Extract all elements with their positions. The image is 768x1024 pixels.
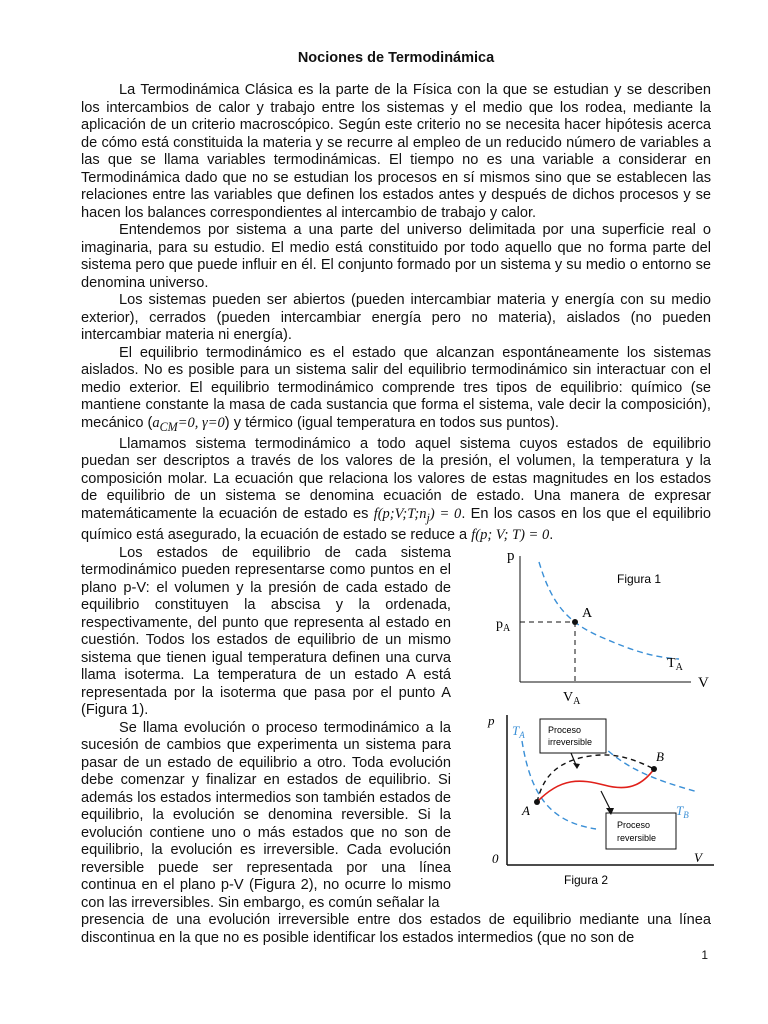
fig1-v-label: V bbox=[698, 674, 709, 691]
p5-math1-a: f(p;V;T;n bbox=[373, 505, 427, 522]
paragraph-3: Los sistemas pueden ser abiertos (pueden intercambiar materia y energía con su medio exterior), cerrados (pueden intercambiar energía pero no materia), aislados (no pueden intercambiar materia ni energía). bbox=[81, 292, 711, 343]
page-number: 1 bbox=[701, 948, 708, 962]
fig2-caption: Figura 2 bbox=[564, 872, 609, 887]
p4-math-rest: =0, γ=0 bbox=[177, 414, 225, 431]
paragraph-1: La Termodinámica Clásica es la parte de la Física con la que se estudian y se describen los intercambios de calor y trabajo entre los sistemas y el medio que los rodea, mediante la aplicación de un criterio macroscópico. Según este criterio no se necesita hacer hipótesis acerca de cómo está constituida la materia y se recurre al empleo de un reducido número de variables a las que se llama variables termodinámicas. El tiempo no es una variable a considerar en Termodinámica dado que no se estudian los procesos en sí mismos sino que se establecen las relaciones entre las variables que definen los estados antes y después de dichos procesos y se hacen los balances correspondientes al intercambio de trabajo y calor. bbox=[81, 82, 711, 221]
fig2-irrev-line1: Proceso bbox=[548, 724, 582, 735]
figure-1 bbox=[491, 542, 721, 707]
fig2-rev-line1: Proceso bbox=[617, 819, 651, 830]
fig2-point-A bbox=[534, 799, 540, 805]
p5-text-a: Llamamos sistema termodinámico a todo aquel sistema cuyos estados de equilibrio puedan ser descriptos a través de los valores de la presión, el volumen, la temperatura y la composición molar. La ecuación que relaciona los valores de estas magnitudes en los estados de equilibrio de un sistema se denomina ecuación de estado. Una manera de expresar matemáticamente la ecuación de estado es bbox=[81, 435, 711, 522]
fig1-caption: Figura 1 bbox=[617, 571, 662, 586]
p4-text-a: El equilibrio termodinámico es el estado que alcanzan espontáneamente los sistemas aislados. No es posible para un sistema salir del equilibrio termodinámico sin interactuar con el medio exterior. El equilibrio termodinámico comprende tres tipos de equilibrio: químico (se mantiene constante la masa de cada sustancia que forma el sistema, vale decir la composición), mecánico ( bbox=[81, 344, 711, 431]
fig2-p-label: p bbox=[488, 712, 495, 728]
figure-2 bbox=[476, 707, 721, 892]
paragraph-4 bbox=[81, 345, 711, 436]
fig2-point-A-label: A bbox=[522, 802, 530, 818]
fig2-reversible-path bbox=[537, 769, 654, 802]
fig1-point-A-label: A bbox=[582, 605, 593, 621]
fig2-point-B-label: B bbox=[656, 748, 664, 764]
p5-text-c: . bbox=[549, 527, 554, 544]
fig1-VA-label: $V_A$ bbox=[563, 689, 581, 707]
paragraph-5 bbox=[81, 436, 711, 545]
fig2-irrev-line2: irreversible bbox=[548, 736, 593, 747]
fig1-iso-label: $T_A$ bbox=[667, 655, 683, 673]
p4-text-b: ) y térmico (igual temperatura en todos sus puntos). bbox=[224, 414, 559, 431]
fig2-reversible-box bbox=[606, 813, 676, 849]
fig1-p-label: p bbox=[507, 547, 515, 564]
fig2-TB-label: $T_B$ bbox=[676, 802, 689, 820]
paragraph-6: Los estados de equilibrio de cada sistema termodinámico pueden representarse como puntos en el plano p-V: el volumen y la presión de cada estado de equilibrio constituyen la abscisa y la ordenada, respectivamente, del punto que representa al estado en cuestión. Todos los estados de equilibrio de un mismo sistema que tienen igual temperatura definen una curva llama isoterma. La temperatura de un estado A está representada por la isoterma que pasa por el punto A (Figura 1). bbox=[81, 544, 451, 719]
fig2-rev-line2: reversible bbox=[617, 832, 657, 843]
paragraph-7a: Se llama evolución o proceso termodinámico a la sucesión de cambios que experimenta un sistema para pasar de un estado de equilibrio a otro. Toda evolución debe comenzar y finalizar en estados de equilibrio. Si además los estados intermedios son también estados de equilibrio, la evolución se denomina reversible. Si la evolución contiene uno o más estados que no son de equilibrio, la evolución es irreversible. Cada evolución reversible puede ser representada por una línea continua en el plano p-V (Figura 2), no ocurre lo mismo con las irreversibles. Sin embargo, es común señalar la bbox=[81, 719, 451, 911]
fig2-isotherm-B bbox=[594, 737, 698, 792]
figure-section bbox=[81, 545, 711, 913]
p5-text-b: . En los casos en los que el equilibrio químico está asegurado, la ecuación de estado se reduce a bbox=[81, 505, 711, 544]
fig2-irrev-arrowhead bbox=[573, 763, 580, 769]
fig2-rev-arrow bbox=[601, 791, 610, 809]
fig1-point-A bbox=[572, 619, 578, 625]
paragraph-2: Entendemos por sistema a una parte del universo delimitada por una superficie real o imaginaria, para su estudio. El medio está constituido por todo aquello que no forma parte del sistema pero que puede influir en él. El conjunto formado por un sistema y su medio o entorno se denomina universo. bbox=[81, 222, 711, 291]
p4-math-sub: CM bbox=[159, 419, 178, 434]
fig2-irreversible-path bbox=[537, 755, 654, 802]
fig2-point-B bbox=[651, 766, 657, 772]
fig2-TA-label: $T_A$ bbox=[512, 722, 525, 740]
p4-math-a: a bbox=[152, 414, 160, 431]
p5-math-2: f(p; V; T) = 0 bbox=[471, 527, 550, 544]
p5-math1-sub: j bbox=[426, 510, 430, 525]
page-body bbox=[81, 40, 711, 947]
left-column bbox=[81, 545, 451, 913]
fig1-pA-label: $p_A$ bbox=[496, 616, 511, 634]
fig2-v-label: V bbox=[694, 849, 702, 865]
p5-math-1 bbox=[373, 505, 462, 525]
p5-math1-rest: ) = 0 bbox=[429, 505, 462, 522]
p4-math bbox=[152, 414, 225, 434]
paragraph-7b: presencia de una evolución irreversible entre dos estados de equilibrio mediante una línea discontinua en la que no es posible identificar los estados intermedios (que no son de bbox=[81, 912, 711, 946]
fig2-origin-label: 0 bbox=[492, 850, 499, 866]
page-title: Nociones de Termodinámica bbox=[297, 50, 495, 66]
